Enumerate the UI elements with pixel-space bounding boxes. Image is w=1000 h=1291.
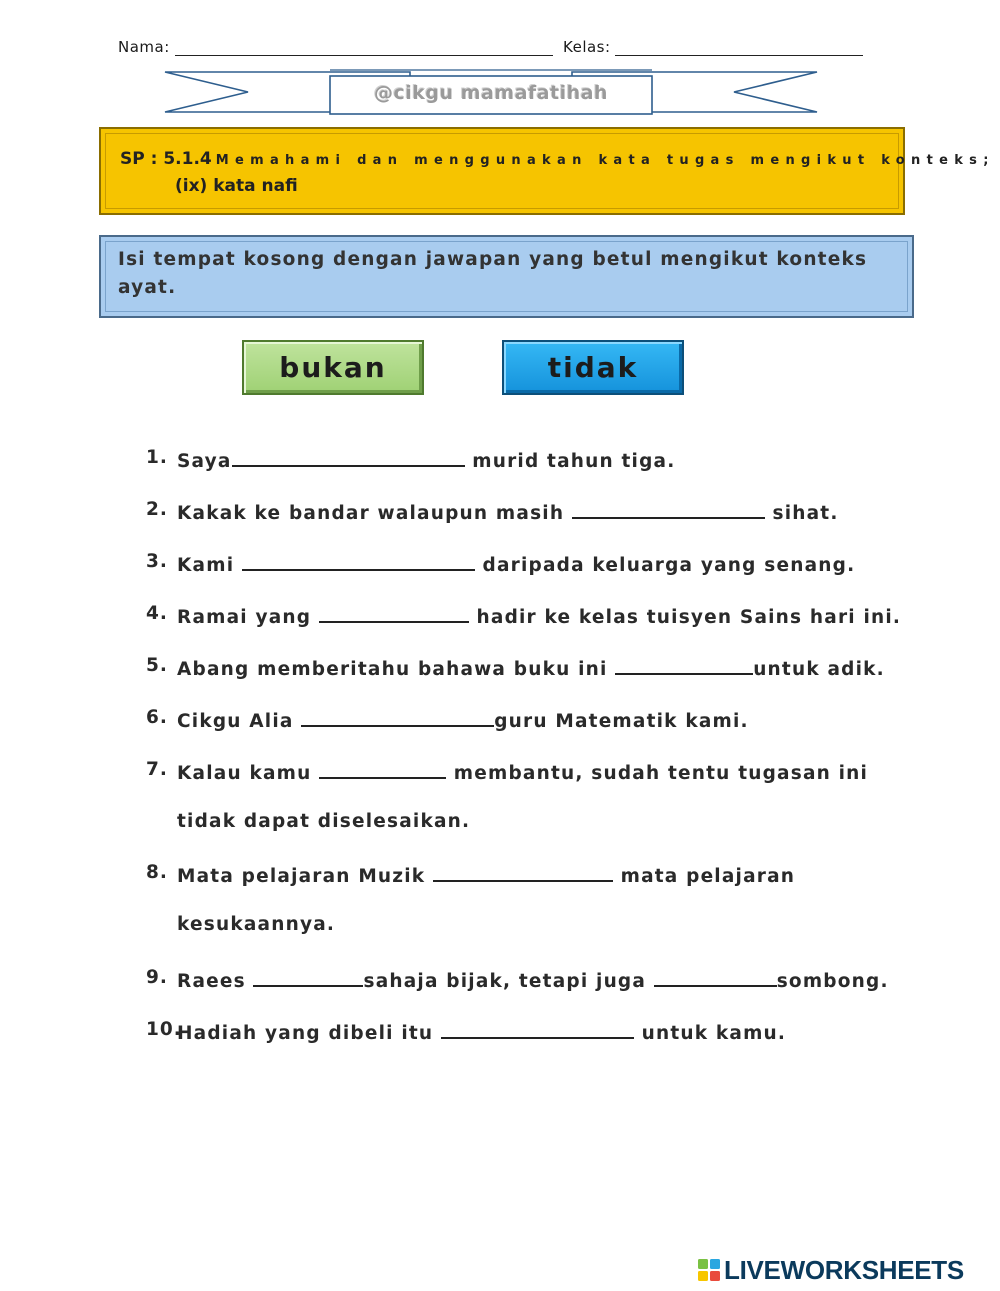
question-9-blank-1[interactable]: [253, 967, 363, 987]
question-9-text-before: Raees: [177, 971, 254, 992]
question-9-blank-2[interactable]: [654, 967, 777, 987]
question-2-blank[interactable]: [572, 499, 765, 519]
question-2: [177, 499, 839, 524]
question-3-text-after: daripada keluarga yang senang.: [474, 555, 856, 576]
question-6-number: 6.: [146, 707, 168, 728]
question-3: [177, 551, 855, 576]
question-10-number: 10.: [146, 1019, 182, 1040]
question-2-text-after: sihat.: [764, 503, 839, 524]
name-label: Nama:: [118, 38, 170, 56]
question-10-text-after: untuk kamu.: [633, 1023, 787, 1044]
question-2-number: 2.: [146, 499, 168, 520]
liveworksheets-logo-text: LIVEWORKSHEETS: [724, 1255, 964, 1285]
question-8-text-after: mata pelajaran: [612, 866, 796, 887]
question-8: [177, 862, 795, 887]
question-7: [177, 759, 868, 784]
question-5-text-before: Abang memberitahu bahawa buku ini: [177, 659, 616, 680]
question-6-blank[interactable]: [301, 707, 494, 727]
question-3-text-before: Kami: [177, 555, 242, 576]
question-3-number: 3.: [146, 551, 168, 572]
question-5: [177, 655, 885, 680]
question-7-text-after: membantu, sudah tentu tugasan ini: [446, 763, 869, 784]
question-1-text-before: Saya: [177, 451, 232, 472]
question-9-text-after: sombong.: [776, 971, 889, 992]
question-8-text-before: Mata pelajaran Muzik: [177, 866, 433, 887]
question-1: [177, 447, 675, 472]
class-label: Kelas:: [563, 38, 611, 56]
instruction-text: Isi tempat kosong dengan jawapan yang betul mengikut konteks ayat.: [118, 249, 868, 298]
question-7-blank[interactable]: [319, 759, 446, 779]
sp-box: [99, 127, 905, 215]
question-4-text-before: Ramai yang: [177, 607, 319, 628]
ribbon-title: @cikgu mamafatihah: [374, 82, 608, 104]
question-1-number: 1.: [146, 447, 168, 468]
question-6-text-before: Cikgu Alia: [177, 711, 302, 732]
name-field[interactable]: [175, 55, 553, 56]
sp-heading: [120, 149, 995, 169]
question-7-continuation: tidak dapat diselesaikan.: [177, 811, 471, 832]
question-1-text-after: murid tahun tiga.: [464, 451, 676, 472]
sp-subtopic: (ix) kata nafi: [175, 176, 298, 196]
question-4: [177, 603, 901, 628]
answer-option-tidak[interactable]: tidak: [502, 340, 684, 395]
class-field[interactable]: [615, 55, 863, 56]
liveworksheets-logo-icon: [697, 1258, 721, 1282]
sp-code: SP : 5.1.4: [120, 149, 212, 169]
question-9-text-middle: sahaja bijak, tetapi juga: [363, 971, 654, 992]
question-7-number: 7.: [146, 759, 168, 780]
question-10-blank[interactable]: [441, 1019, 634, 1039]
question-10-text-before: Hadiah yang dibeli itu: [177, 1023, 441, 1044]
question-4-blank[interactable]: [319, 603, 469, 623]
question-4-text-after: hadir ke kelas tuisyen Sains hari ini.: [468, 607, 902, 628]
question-9-number: 9.: [146, 967, 168, 988]
question-8-blank[interactable]: [433, 862, 613, 882]
question-2-text-before: Kakak ke bandar walaupun masih: [177, 503, 572, 524]
question-4-number: 4.: [146, 603, 168, 624]
question-5-text-after: untuk adik.: [753, 659, 885, 680]
question-5-blank[interactable]: [615, 655, 753, 675]
question-1-blank[interactable]: [232, 447, 465, 467]
question-8-continuation: kesukaannya.: [177, 914, 336, 935]
question-7-text-before: Kalau kamu: [177, 763, 320, 784]
sp-description: Memahami dan menggunakan kata tugas mengikut konteks;: [215, 153, 995, 168]
question-10: [177, 1019, 786, 1044]
question-3-blank[interactable]: [242, 551, 475, 571]
question-9: [177, 967, 889, 992]
question-5-number: 5.: [146, 655, 168, 676]
question-6: [177, 707, 749, 732]
question-8-number: 8.: [146, 862, 168, 883]
question-6-text-after: guru Matematik kami.: [494, 711, 749, 732]
answer-option-bukan[interactable]: bukan: [242, 340, 424, 395]
